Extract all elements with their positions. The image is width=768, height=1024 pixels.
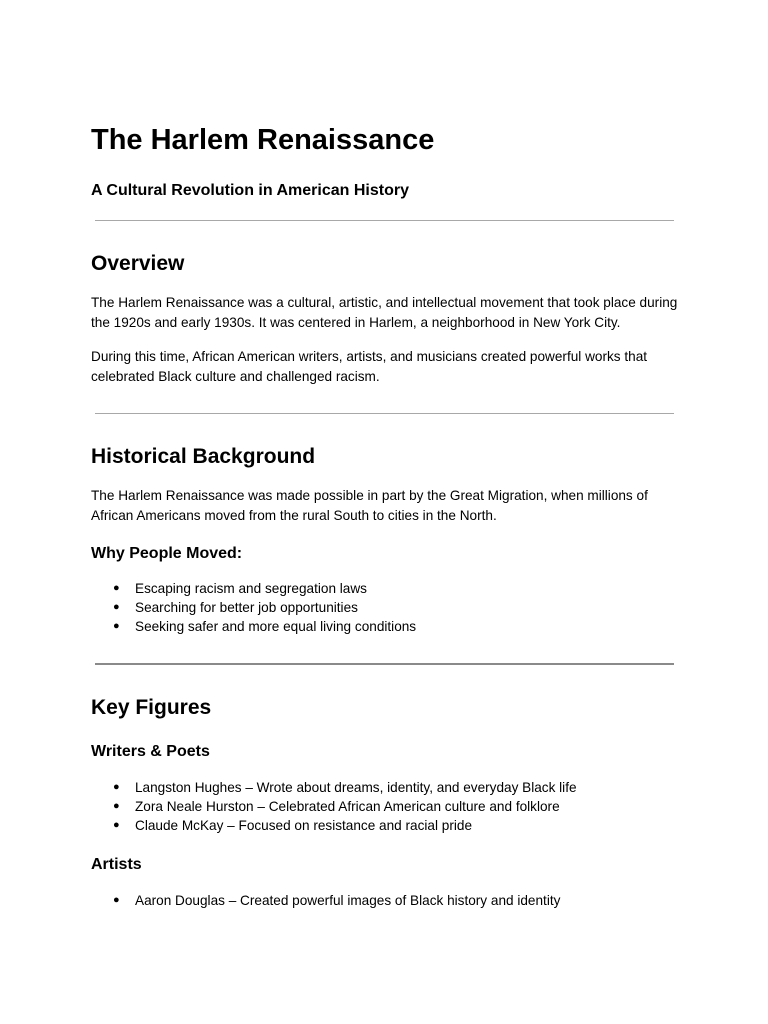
list-item-text: Claude McKay – Focused on resistance and racial pride [135, 818, 473, 834]
list-item [113, 891, 703, 910]
overview-paragraph-2: During this time, African American writers, artists, and musicians created powerful works that celebrated Black culture and challenged racism. [91, 349, 648, 384]
list-item [113, 816, 703, 835]
divider [95, 220, 674, 221]
list-item [113, 778, 703, 797]
overview-heading: Overview [91, 252, 185, 275]
list-item [113, 797, 703, 816]
list-item-text: Aaron Douglas – Created powerful images of Black history and identity [135, 893, 561, 908]
list-item [113, 598, 703, 617]
background-paragraph: The Harlem Renaissance was made possible in part by the Great Migration, when millions of African Americans moved from the rural South to cities in the North. [91, 488, 648, 523]
background-heading: Historical Background [91, 445, 316, 468]
key-figures-heading: Key Figures [91, 696, 212, 719]
artists-heading: Artists [91, 856, 142, 873]
page-title: The Harlem Renaissance [91, 124, 435, 156]
writers-poets-list [113, 778, 703, 836]
why-people-moved-heading: Why People Moved: [91, 545, 243, 562]
divider [95, 413, 674, 414]
why-people-moved-list [113, 579, 703, 637]
artists-list [113, 891, 703, 910]
bullet-icon: ● [113, 601, 120, 614]
bullet-icon: ● [113, 781, 120, 793]
bullet-icon: ● [113, 800, 120, 813]
overview-paragraph-1: The Harlem Renaissance was a cultural, artistic, and intellectual movement that took place during the 1920s and early 1930s. It was centered in Harlem, a neighborhood in New York City. [91, 295, 678, 330]
page-subtitle: A Cultural Revolution in American History [91, 182, 409, 199]
list-item-text: Searching for better job opportunities [135, 600, 358, 616]
bullet-icon: ● [113, 582, 120, 594]
bullet-icon: ● [113, 894, 120, 906]
list-item-text: Zora Neale Hurston – Celebrated African American culture and folklore [135, 799, 560, 815]
divider [95, 663, 674, 665]
list-item [113, 579, 703, 598]
list-item-text: Seeking safer and more equal living conditions [135, 619, 417, 635]
writers-poets-heading: Writers & Poets [91, 743, 210, 760]
bullet-icon: ● [113, 620, 120, 633]
list-item-text: Escaping racism and segregation laws [135, 581, 367, 596]
list-item-text: Langston Hughes – Wrote about dreams, identity, and everyday Black life [135, 780, 577, 795]
list-item [113, 617, 703, 636]
bullet-icon: ● [113, 819, 120, 832]
